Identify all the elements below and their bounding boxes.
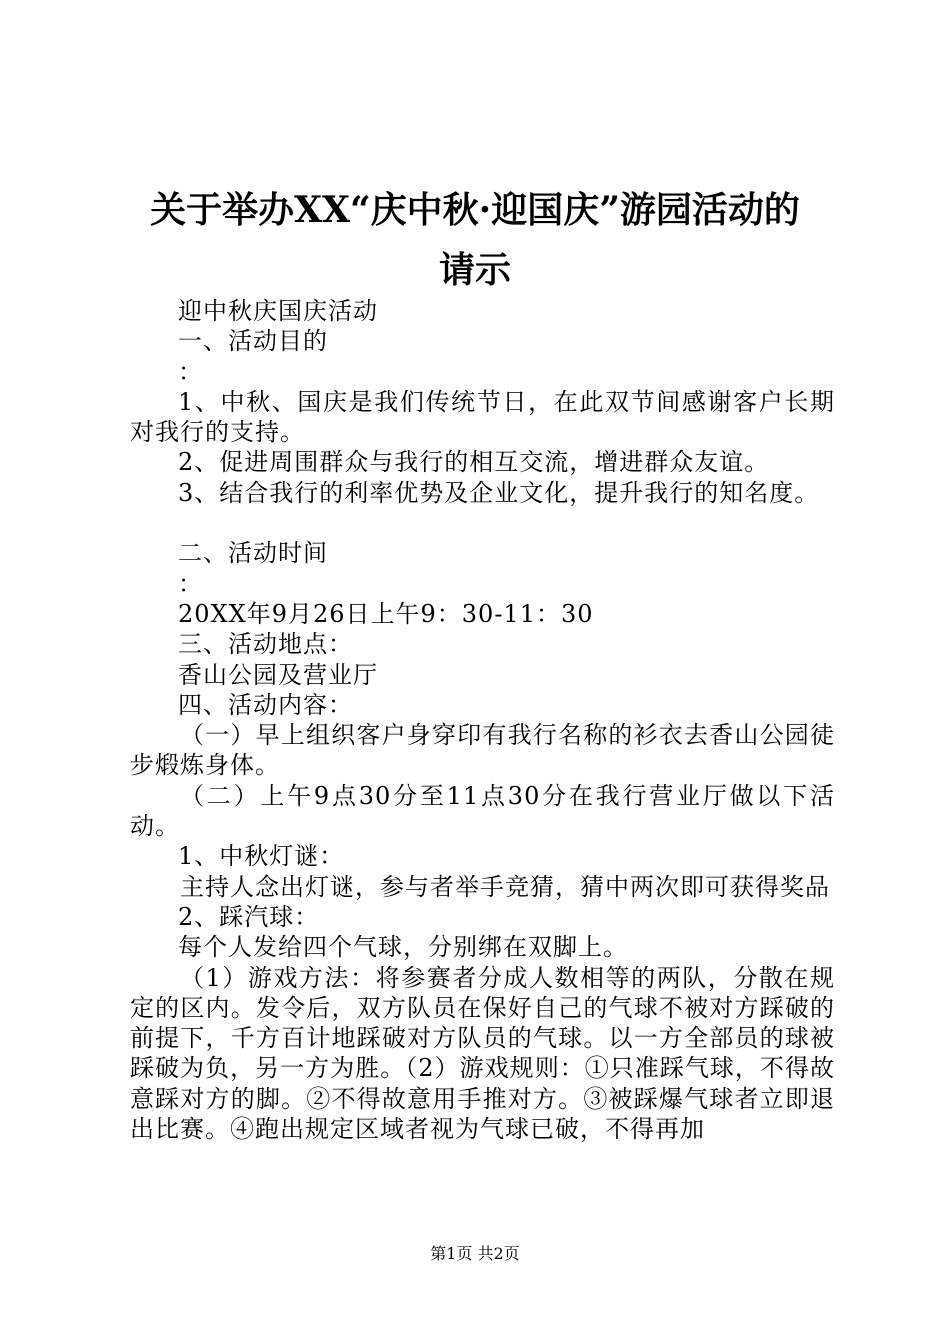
paragraph-colon: ：: [178, 357, 203, 386]
document-body: [130, 296, 835, 1144]
document-title-line-1: 关于举办XX“庆中秋·迎国庆”游园活动的: [150, 189, 800, 231]
paragraph-lantern-heading: 1、中秋灯谜：: [178, 842, 345, 871]
paragraph-content-2: （二）上午9点30分至11点30分在我行营业厅做以下活动。: [130, 781, 835, 841]
section-heading-content: 四、活动内容：: [178, 690, 353, 719]
paragraph-balloon-heading: 2、踩汽球：: [178, 902, 320, 931]
section-heading-purpose: 一、活动目的: [178, 327, 328, 356]
blank-line: [130, 508, 835, 538]
paragraph-balloon-rules: （1）游戏方法：将参赛者分成人数相等的两队，分散在规定的区内。发令后，双方队员在保好自己的气球不被对方踩破的前提下，千方百计地踩破对方队员的气球。以一方全部员的球被踩破为负，另一方为胜。（2）游戏规则：①只准踩气球，不得故意踩对方的脚。②不得故意用手推对方。③被踩爆气球者立即退出比赛。④跑出规定区域者视为气球已破，不得再加: [130, 963, 835, 1144]
paragraph-lantern-desc: 主持人念出灯谜，参与者举手竞猜，猜中两次即可获得奖品: [180, 872, 830, 901]
paragraph-subtitle: 迎中秋庆国庆活动: [178, 297, 378, 325]
paragraph-purpose-3: 3、结合我行的利率优势及企业文化，提升我行的知名度。: [178, 478, 820, 507]
paragraph-colon: ：: [178, 569, 203, 598]
paragraph-balloon-desc: 每个人发给四个气球，分别绑在双脚上。: [178, 933, 628, 962]
section-heading-time: 二、活动时间: [178, 539, 328, 568]
paragraph-time: 20XX年9月26日上午9：30-11：30: [178, 599, 594, 628]
paragraph-purpose-2: 2、促进周围群众与我行的相互交流，增进群众友谊。: [178, 448, 770, 477]
paragraph-content-1: （一）早上组织客户身穿印有我行名称的衫衣去香山公园徒步煅炼身体。: [130, 721, 835, 780]
paragraph-purpose-1: 1、中秋、国庆是我们传统节日，在此双节间感谢客户长期对我行的支持。: [130, 387, 835, 447]
page-footer: 第1页 共2页: [430, 1244, 520, 1263]
document-title-line-2: 请示: [438, 249, 511, 291]
section-heading-location: 三、活动地点：: [178, 630, 353, 659]
paragraph-location: 香山公园及营业厅: [178, 660, 378, 689]
